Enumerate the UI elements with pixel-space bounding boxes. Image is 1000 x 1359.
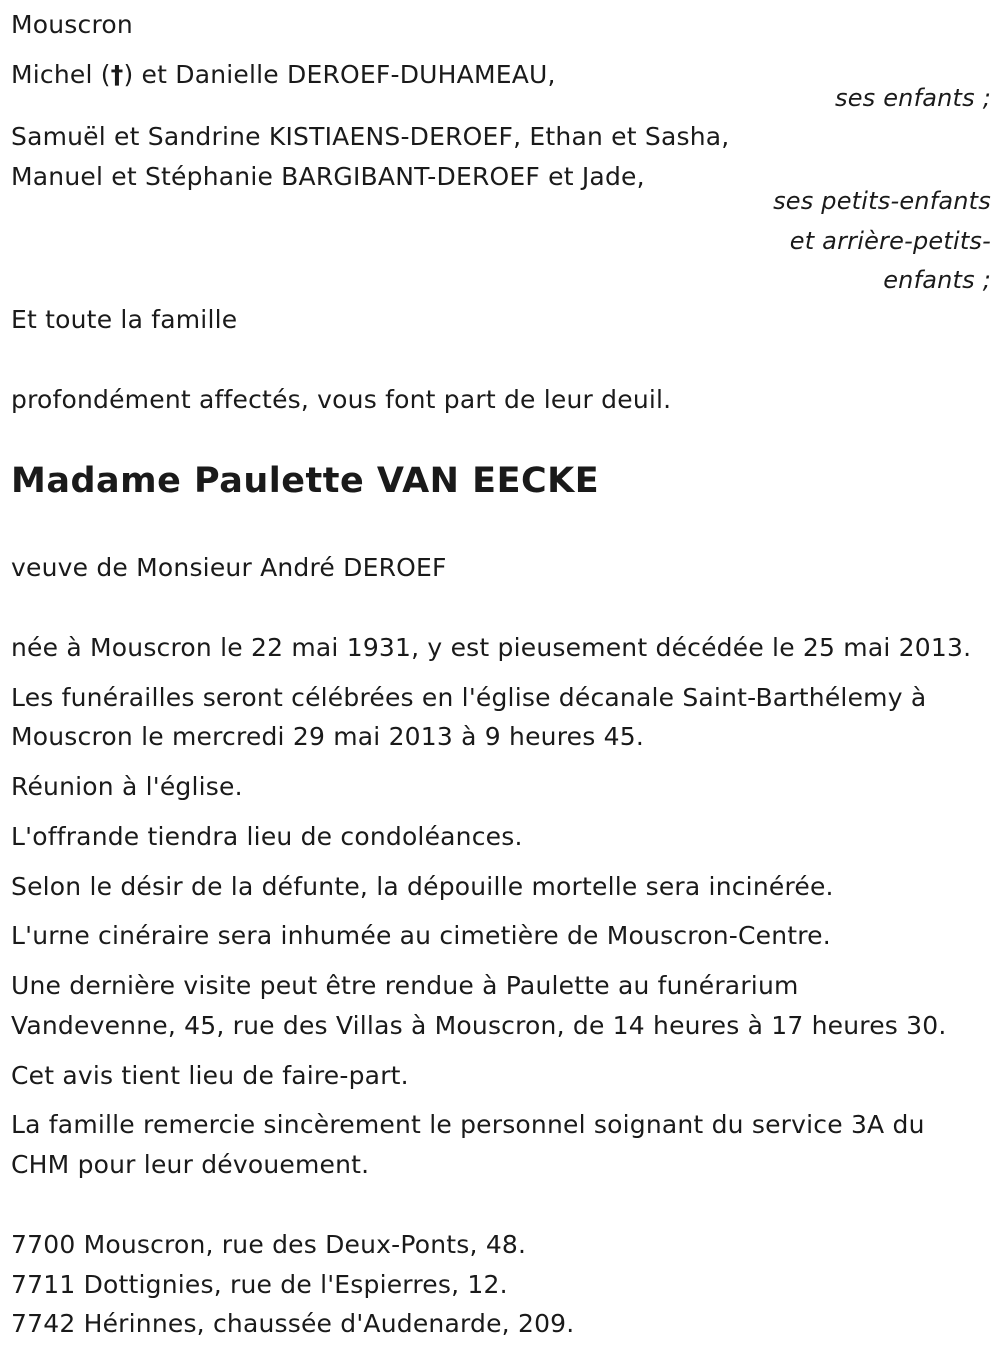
address-line-2: 7711 Dottignies, rue de l'Espierres, 12.: [11, 1270, 508, 1299]
grandchildren-line-2: Manuel et Stéphanie BARGIBANT-DEROEF et Jade,: [11, 162, 645, 191]
funeral-line-2: Mouscron le mercredi 29 mai 2013 à 9 heures 45.: [11, 722, 644, 751]
offering-line: L'offrande tiendra lieu de condoléances.: [11, 822, 523, 851]
children-names-end: ) et Danielle DEROEF-DUHAMEAU,: [123, 60, 556, 89]
children-line: [11, 60, 556, 90]
address-line-3: 7742 Hérinnes, chaussée d'Audenarde, 209.: [11, 1309, 575, 1338]
notice-line: Cet avis tient lieu de faire-part.: [11, 1061, 409, 1090]
children-role: ses enfants ;: [835, 84, 991, 112]
funeral-line-1: Les funérailles seront célébrées en l'église décanale Saint-Barthélemy à: [11, 683, 927, 712]
cross-icon: †: [110, 60, 124, 89]
family-line: Et toute la famille: [11, 305, 238, 334]
thanks-line-1: La famille remercie sincèrement le personnel soignant du service 3A du: [11, 1110, 925, 1139]
grandchildren-role-3: enfants ;: [883, 266, 991, 294]
children-names-start: Michel (: [11, 60, 111, 89]
visit-line-1: Une dernière visite peut être rendue à Paulette au funérarium: [11, 971, 799, 1000]
cremation-line: Selon le désir de la défunte, la dépouille mortelle sera incinérée.: [11, 872, 834, 901]
grandchildren-line-1: Samuël et Sandrine KISTIAENS-DEROEF, Ethan et Sasha,: [11, 122, 730, 151]
grandchildren-role-2: et arrière-petits-: [789, 227, 991, 255]
urn-line: L'urne cinéraire sera inhumée au cimetière de Mouscron-Centre.: [11, 921, 831, 950]
meeting-line: Réunion à l'église.: [11, 772, 243, 801]
deceased-name: Madame Paulette VAN EECKE: [11, 461, 600, 501]
visit-line-2: Vandevenne, 45, rue des Villas à Mouscron, de 14 heures à 17 heures 30.: [11, 1011, 947, 1040]
announcement-line: profondément affectés, vous font part de leur deuil.: [11, 385, 672, 414]
thanks-line-2: CHM pour leur dévouement.: [11, 1150, 370, 1179]
grandchildren-role-1: ses petits-enfants: [773, 187, 991, 215]
birth-death-line: née à Mouscron le 22 mai 1931, y est pieusement décédée le 25 mai 2013.: [11, 633, 972, 662]
address-line-1: 7700 Mouscron, rue des Deux-Ponts, 48.: [11, 1230, 527, 1259]
widow-of-line: veuve de Monsieur André DEROEF: [11, 553, 447, 582]
city-heading: Mouscron: [11, 10, 133, 39]
